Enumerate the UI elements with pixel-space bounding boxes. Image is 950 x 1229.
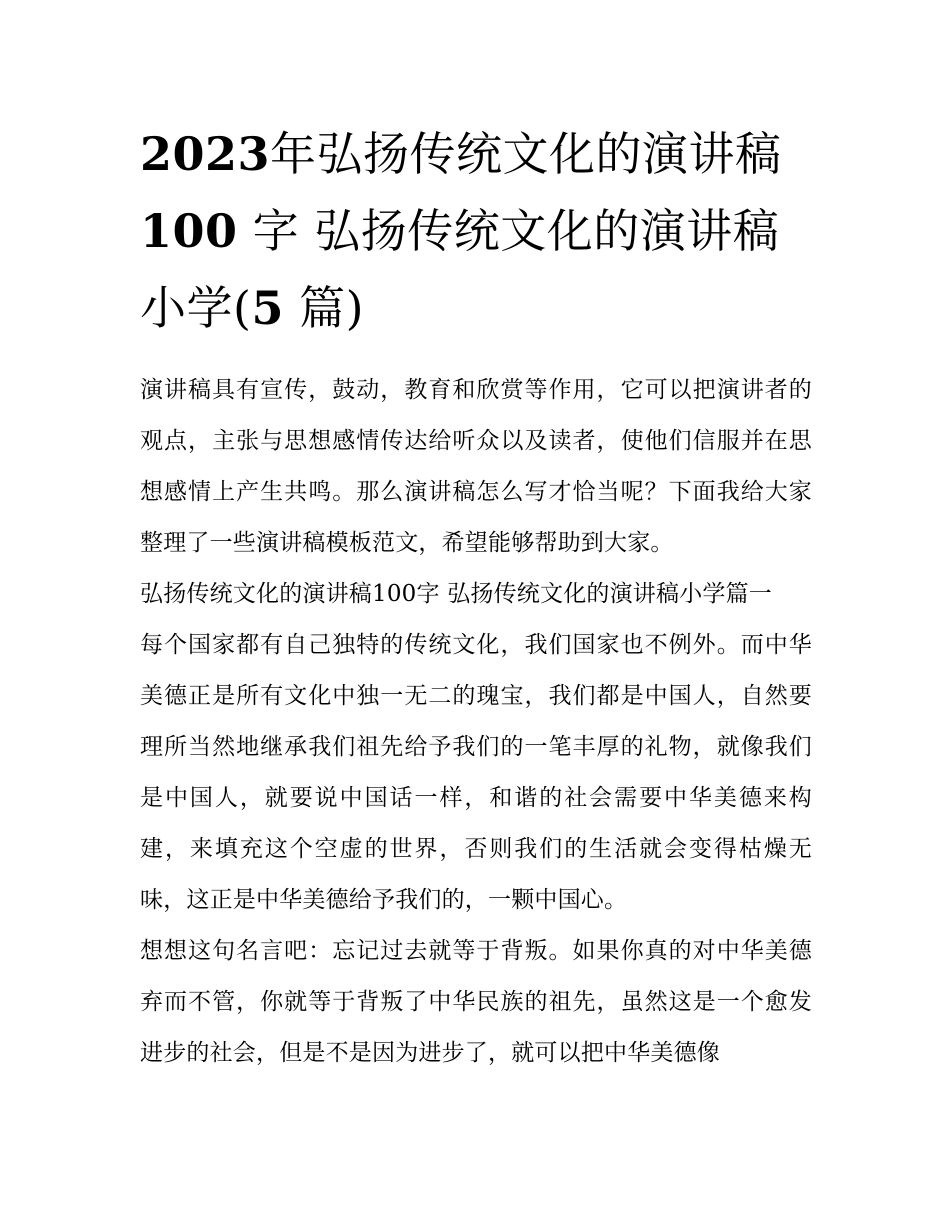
title-text-c: 篇) [299, 281, 365, 335]
title-number: 100 [140, 204, 238, 258]
title-year: 2023 [140, 127, 271, 181]
section-heading: 弘扬传统文化的演讲稿100字 弘扬传统文化的演讲稿小学篇一 [140, 581, 773, 607]
body-paragraph: 每个国家都有自己独特的传统文化，我们国家也不例外。而中华美德正是所有文化中独一无二的瑰宝，我们都是中国人，自然要理所当然地继承我们祖先给予我们的一笔丰厚的礼物，就像我们是中国人，就要说中国话一样，和谐的社会需要中华美德来构建，来填充这个空虚的世界，否则我们的生活就会变得枯燥无味，这正是中华美德给予我们的，一颗中国心。 [140, 632, 812, 913]
title-text-b: 字 弘扬传统文化的演讲稿小学( [140, 204, 780, 335]
body-paragraph-continued: 想想这句名言吧：忘记过去就等于背叛。如果你真的对中华美德弃而不管，你就等于背叛了中华民族的祖先，虽然这是一个愈发进步的社会，但是不是因为进步了，就可以把中华美德像 [140, 938, 812, 1066]
title-text-a: 年弘扬传统文化的演讲稿 [270, 127, 782, 181]
document-title [140, 116, 812, 347]
document-page [140, 116, 812, 1079]
intro-paragraph: 演讲稿具有宣传，鼓动，教育和欣赏等作用，它可以把演讲者的观点，主张与思想感情传达给听众以及读者，使他们信服并在思想感情上产生共鸣。那么演讲稿怎么写才恰当呢？下面我给大家整理了一些演讲稿模板范文，希望能够帮助到大家。 [140, 377, 812, 556]
title-count: 5 [251, 281, 284, 335]
